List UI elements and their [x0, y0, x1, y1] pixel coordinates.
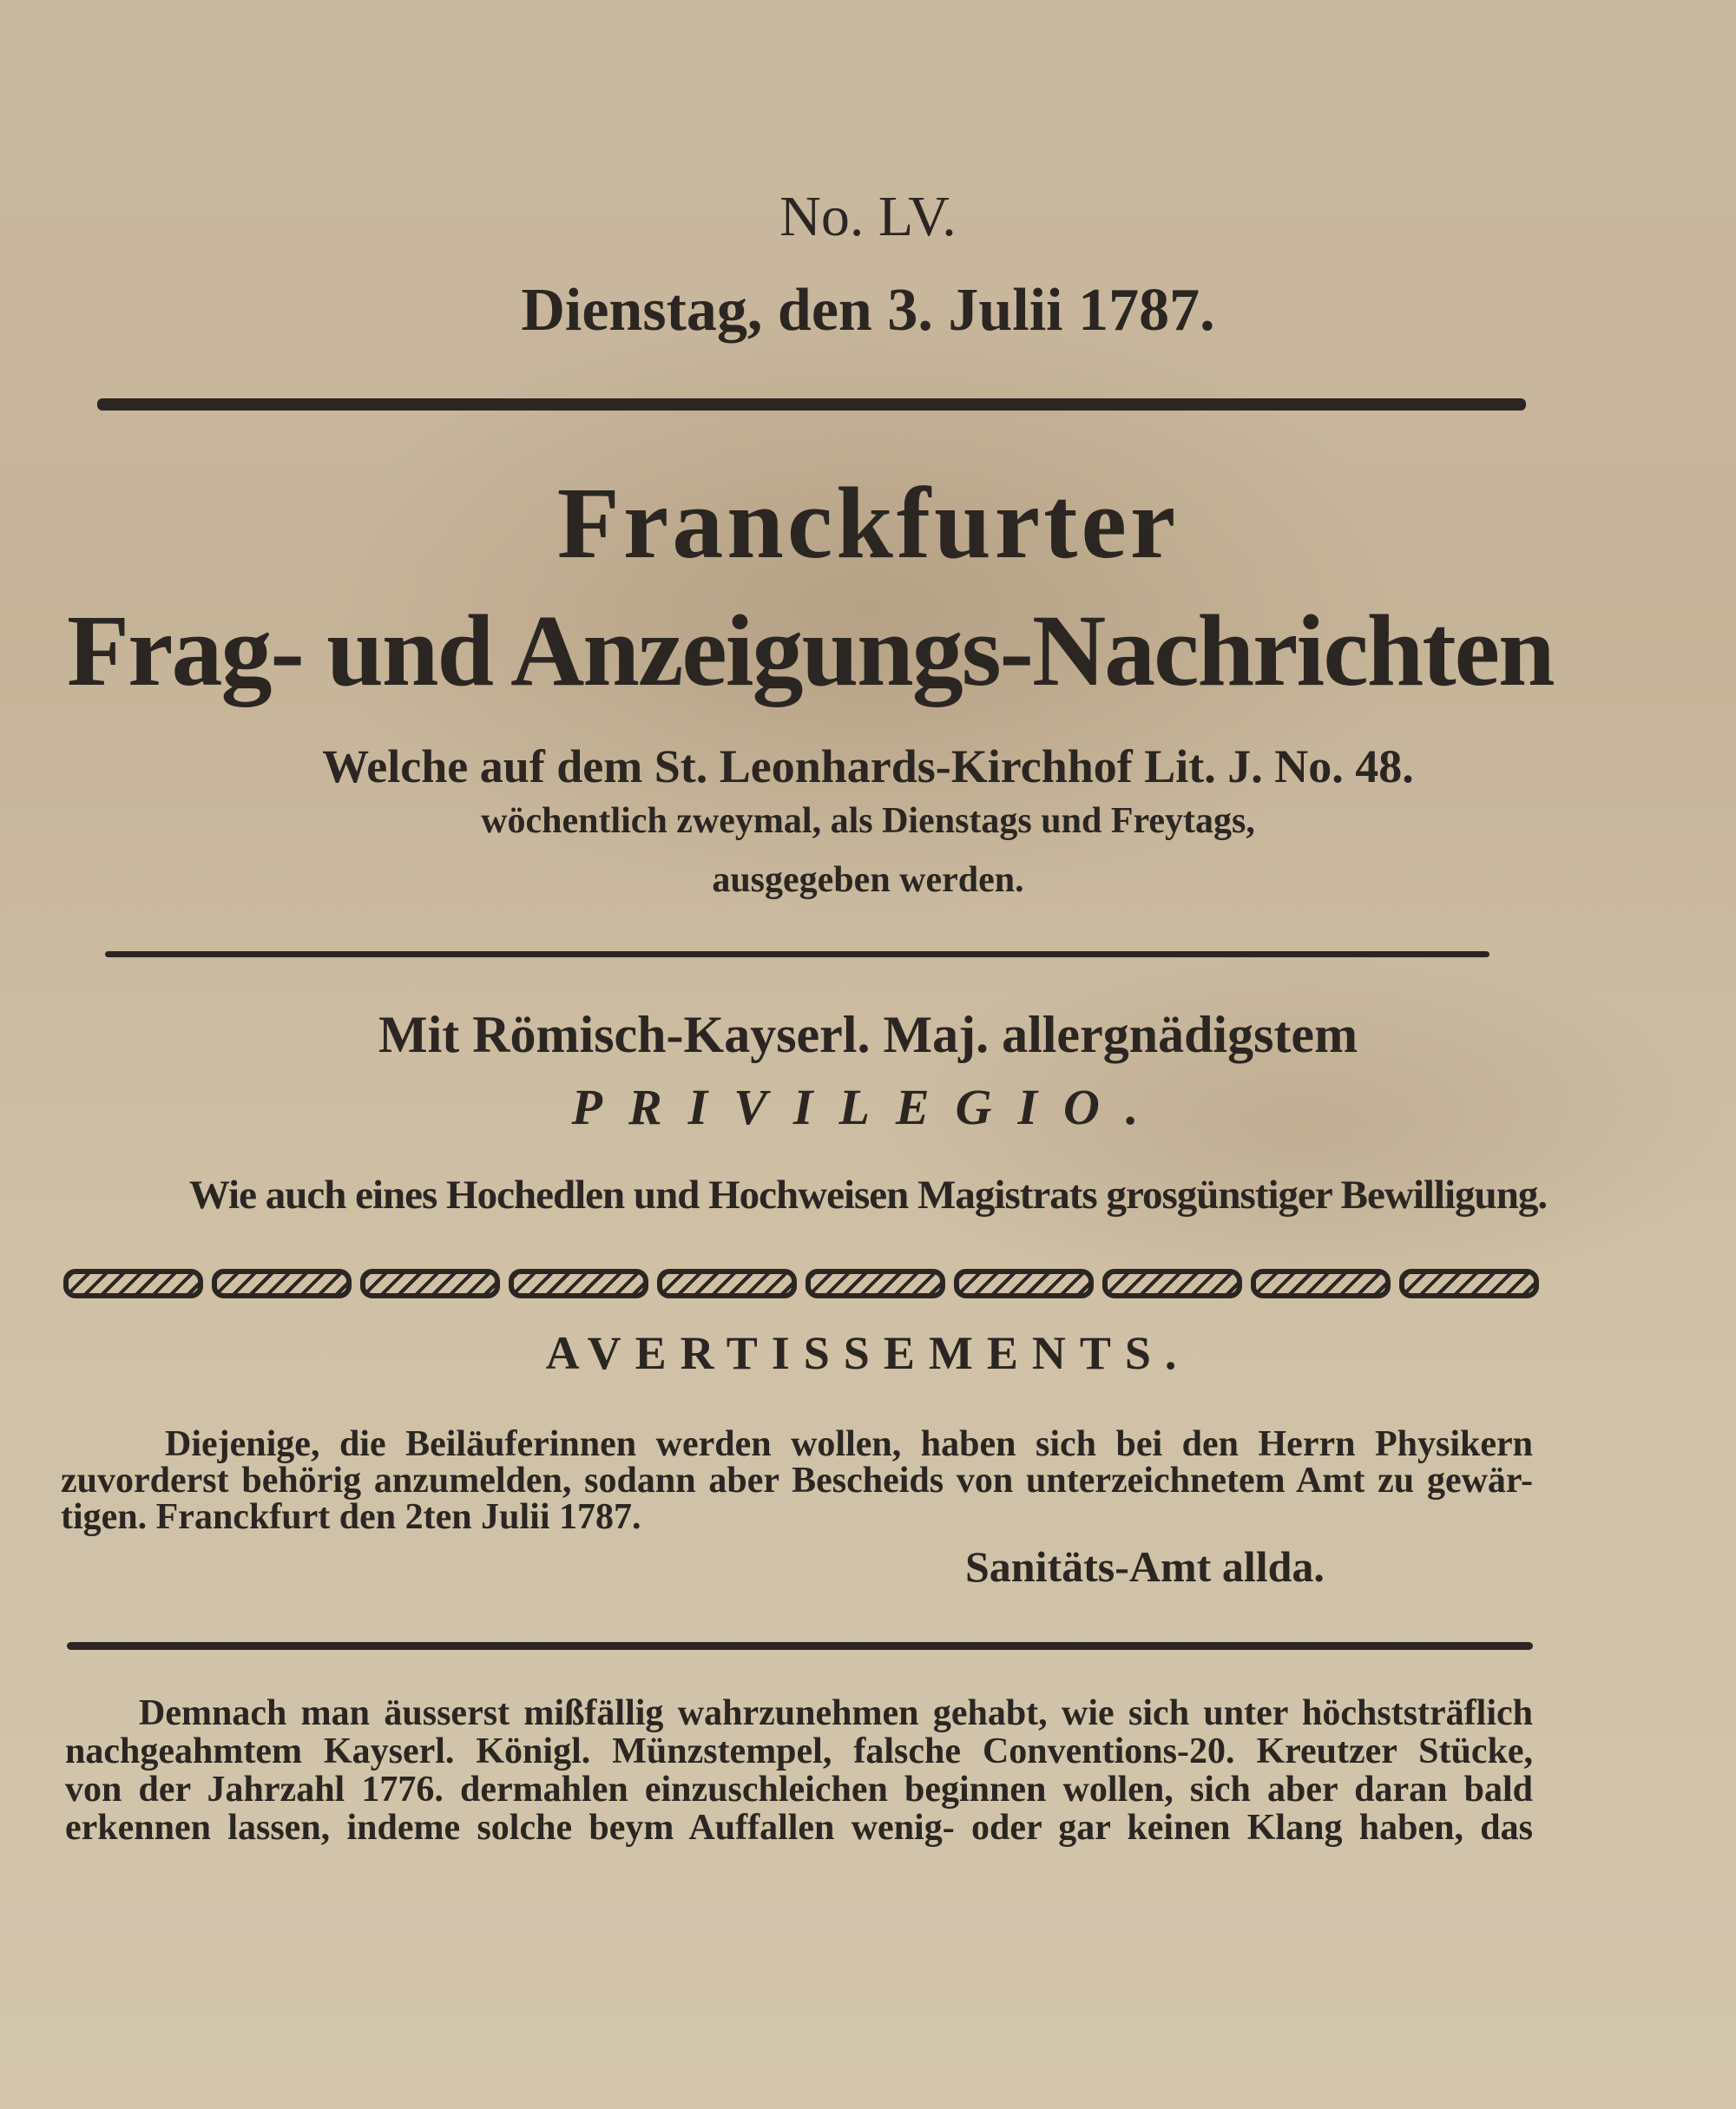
notice1-line: Diejenige, die Beiläuferinnen werden wollen, haben sich bei den Herrn Physikern: [165, 1424, 1533, 1464]
newspaper-title: Franckfurter: [556, 466, 1180, 580]
issue-number: No. LV.: [779, 185, 957, 248]
ornamental-border: [63, 1269, 1539, 1298]
notice2-line: nachgeahmtem Kayserl. Königl. Münzstempel, falsche Conventions-20. Kreutzer Stücke,: [65, 1731, 1533, 1771]
notice2-line: von der Jahrzahl 1776. dermahlen einzuschleichen beginnen wollen, sich aber daran bald: [65, 1770, 1533, 1810]
magistrate-line: Wie auch eines Hochedlen und Hochweisen Magistrats grosgünstiger Bewilligung.: [188, 1173, 1548, 1218]
notice1-line: zuvorderst behörig anzumelden, sodann aber Bescheids von unterzeichnetem Amt zu gewär-: [61, 1461, 1533, 1501]
schedule-line-2: ausgegeben werden.: [712, 860, 1024, 900]
notice1-line: tigen. Franckfurt den 2ten Julii 1787.: [61, 1497, 641, 1537]
divider-rule: [105, 951, 1489, 957]
date-line: Dienstag, den 3. Julii 1787.: [521, 277, 1215, 344]
newspaper-subtitle: Frag- und Anzeigungs-Nachrichten: [67, 594, 1554, 707]
notice2-line: Demnach man äusserst mißfällig wahrzunehmen gehabt, wie sich unter höchststräflich: [139, 1693, 1533, 1733]
privilege-line: Mit Römisch-Kayserl. Maj. allergnädigstem: [378, 1006, 1358, 1063]
publisher-line: Welche auf dem St. Leonhards-Kirchhof Lit. J. No. 48.: [322, 740, 1414, 792]
divider-rule: [67, 1642, 1533, 1650]
schedule-line: wöchentlich zweymal, als Dienstags und Freytags,: [481, 801, 1255, 841]
privilegio-heading: PRIVILEGIO.: [571, 1079, 1165, 1135]
divider-rule: [97, 398, 1526, 411]
notice2-line: erkennen lassen, indeme solche beym Auffallen wenig- oder gar keinen Klang haben, das: [65, 1808, 1533, 1848]
section-heading: AVERTISSEMENTS.: [545, 1327, 1191, 1379]
notice1-signature: Sanitäts-Amt allda.: [965, 1542, 1325, 1591]
